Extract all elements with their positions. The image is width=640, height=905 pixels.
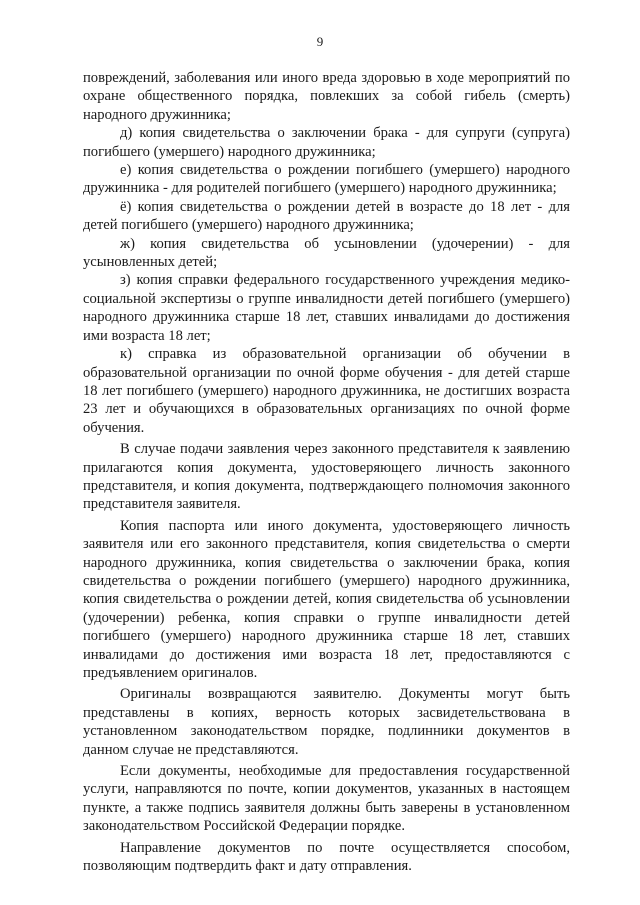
page-number: 9 <box>316 34 324 49</box>
paragraph-document-copies: Копия паспорта или иного документа, удостоверяющего личность заявителя или его законного представителя, копия свидетельства о смерти народного дружинника, копия свидетельства о заключении брака, копия свидетельства о рождении погибшего (умершего) народного дружинника, копия свидетельства о рождении детей, копия свидетельства об усыновлении (удочерении) ребенка, копия справки о группе инвалидности детей погибшего (умершего) народного дружинника старше 18 лет, ставших инвалидами до достижения ими возраста 18 лет, предоставляются с предъявлением оригиналов. <box>83 517 570 681</box>
document-body <box>83 69 570 875</box>
paragraph-legal-representative: В случае подачи заявления через законного представителя к заявлению прилагаются копия документа, удостоверяющего личность законного представителя, и копия документа, подтверждающего полномочия законного представителя заявителя. <box>83 441 570 513</box>
list-item-yo: ё) копия свидетельства о рождении детей в возрасте до 18 лет - для детей погибшего (умершего) народного дружинника; <box>83 198 570 234</box>
list-item-e: е) копия свидетельства о рождении погибшего (умершего) народного дружинника - для родителей погибшего (умершего) народного дружинника; <box>83 162 570 197</box>
paragraph-continuation: повреждений, заболевания или иного вреда здоровью в ходе мероприятий по охране общественного порядка, повлекших за собой гибель (смерть) народного дружинника; <box>83 70 570 123</box>
list-item-k: к) справка из образовательной организации об обучении в образовательной организации по очной форме обучения - для детей старше 18 лет погибшего (умершего) народного дружинника, не достигших возраста 23 лет и обучающихся в образовательных организациях по очной форме обучения. <box>83 346 570 436</box>
list-item-d: д) копия свидетельства о заключении брака - для супруги (супруга) погибшего (умершего) народного дружинника; <box>83 125 570 160</box>
list-item-z: з) копия справки федерального государственного учреждения медико-социальной экспертизы о группе инвалидности детей погибшего (умершего) народного дружинника старше 18 лет, ставших инвалидами до достижения ими возраста 18 лет; <box>83 272 570 344</box>
paragraph-mail-method: Направление документов по почте осуществляется способом, позволяющим подтвердить факт и дату отправления. <box>83 839 570 875</box>
list-item-zh: ж) копия свидетельства об усыновлении (удочерении) - для усыновленных детей; <box>83 235 570 271</box>
paragraph-originals-returned: Оригиналы возвращаются заявителю. Документы могут быть представлены в копиях, верность которых засвидетельствована в установленном законодательством порядке, подлинники документов в данном случае не представляются. <box>83 686 570 758</box>
paragraph-sent-by-mail: Если документы, необходимые для предоставления государственной услуги, направляются по почте, копии документов, указанных в настоящем пункте, а также подпись заявителя должны быть заверены в установленном законодательством Российской Федерации порядке. <box>83 763 570 835</box>
